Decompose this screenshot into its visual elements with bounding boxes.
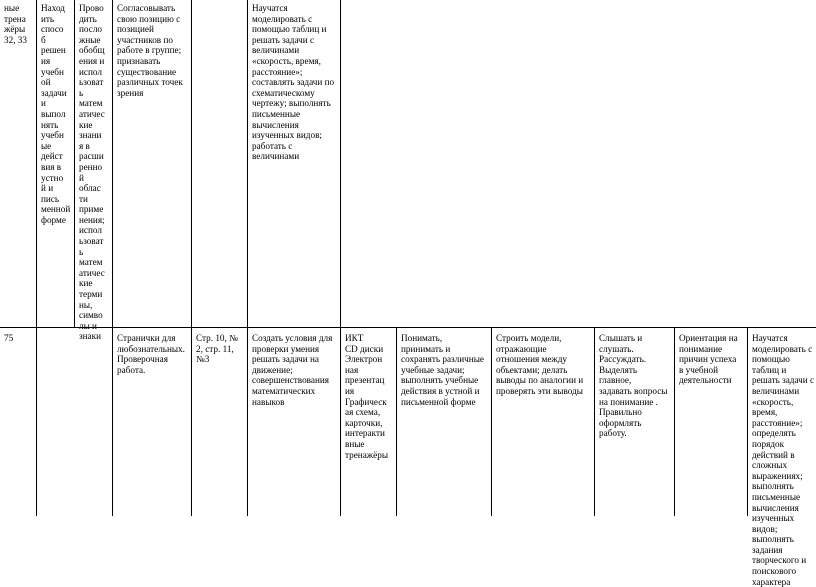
row2-goal: Создать условия для проверки умения решать задачи на движение; совершенствования математических навыков bbox=[252, 333, 333, 407]
col-border-5 bbox=[247, 0, 248, 516]
row1-col4: Согласовывать свою позицию с позицией участников по работе в группе; признавать существование различных точек зрения bbox=[117, 3, 183, 98]
col-border-7 bbox=[396, 327, 397, 516]
row1-col6: Научатся моделировать с помощью таблиц и решать задачи с величинами «скорость, время, расстояние»; составлять задачи по схематическому чертежу; выполнять письменные вычисления изученных видов; работать с величинами bbox=[252, 3, 335, 162]
row2-topic: Странички для любознательных. Проверочная работа. bbox=[117, 333, 185, 375]
col-border-11 bbox=[747, 327, 748, 516]
row2-resources: ИКТ CD диски Электрон ная презентац ия Графическ ая схема, карточки, интеракти вные тренажёры bbox=[345, 333, 388, 460]
col-border-2 bbox=[74, 0, 75, 327]
col-border-8 bbox=[491, 327, 492, 516]
row1-col2: Наход ить спосо б решен ия учебн ой задачи и выпол нять учебн ые дейст вия в устно й и пись менной форме bbox=[41, 3, 71, 225]
row2-number: 75 bbox=[4, 333, 14, 343]
col-border-4 bbox=[191, 0, 192, 516]
row2-regulatory: Понимать, принимать и сохранять различные учебные задачи; выполнять учебные действия в устной и письменной форме bbox=[401, 333, 484, 407]
row2-pages: Стр. 10, № 2, стр. 11, №3 bbox=[196, 333, 238, 365]
row1-col3: Прово дить посло жные обобщ ения и испол ьзоват ь матем атичес кие знани я в расши ренно й облас ти приме нения; испол ьзоват ь матем атичес кие терми ны, симво лы и знаки bbox=[79, 3, 105, 342]
row2-communicative: Слышать и слушать. Рассуждать. Выделять главное, задавать вопросы на понимание . Правильно оформлять работу. bbox=[599, 333, 668, 439]
row2-personal: Ориентация на понимание причин успеха в учебной деятельности bbox=[679, 333, 738, 386]
col-border-3 bbox=[112, 0, 113, 516]
row-border bbox=[0, 327, 816, 328]
col-border-10 bbox=[674, 327, 675, 516]
col-border-1 bbox=[36, 0, 37, 516]
col-border-9 bbox=[594, 327, 595, 516]
col-border-6 bbox=[340, 0, 341, 516]
row2-outcomes: Научатся моделировать с помощью таблиц и решать задачи с величинами «скорость, время, расстояние»; определять порядок действий в сложных выражениях; выполнять письменные вычисления изученных видов; выполнять задания творческого и поискового характера bbox=[752, 333, 815, 587]
row1-col1: ные трена жёры 32, 33 bbox=[4, 3, 27, 45]
row2-cognitive: Строить модели, отражающие отношения между объектами; делать выводы по аналогии и проверять эти выводы bbox=[496, 333, 584, 396]
